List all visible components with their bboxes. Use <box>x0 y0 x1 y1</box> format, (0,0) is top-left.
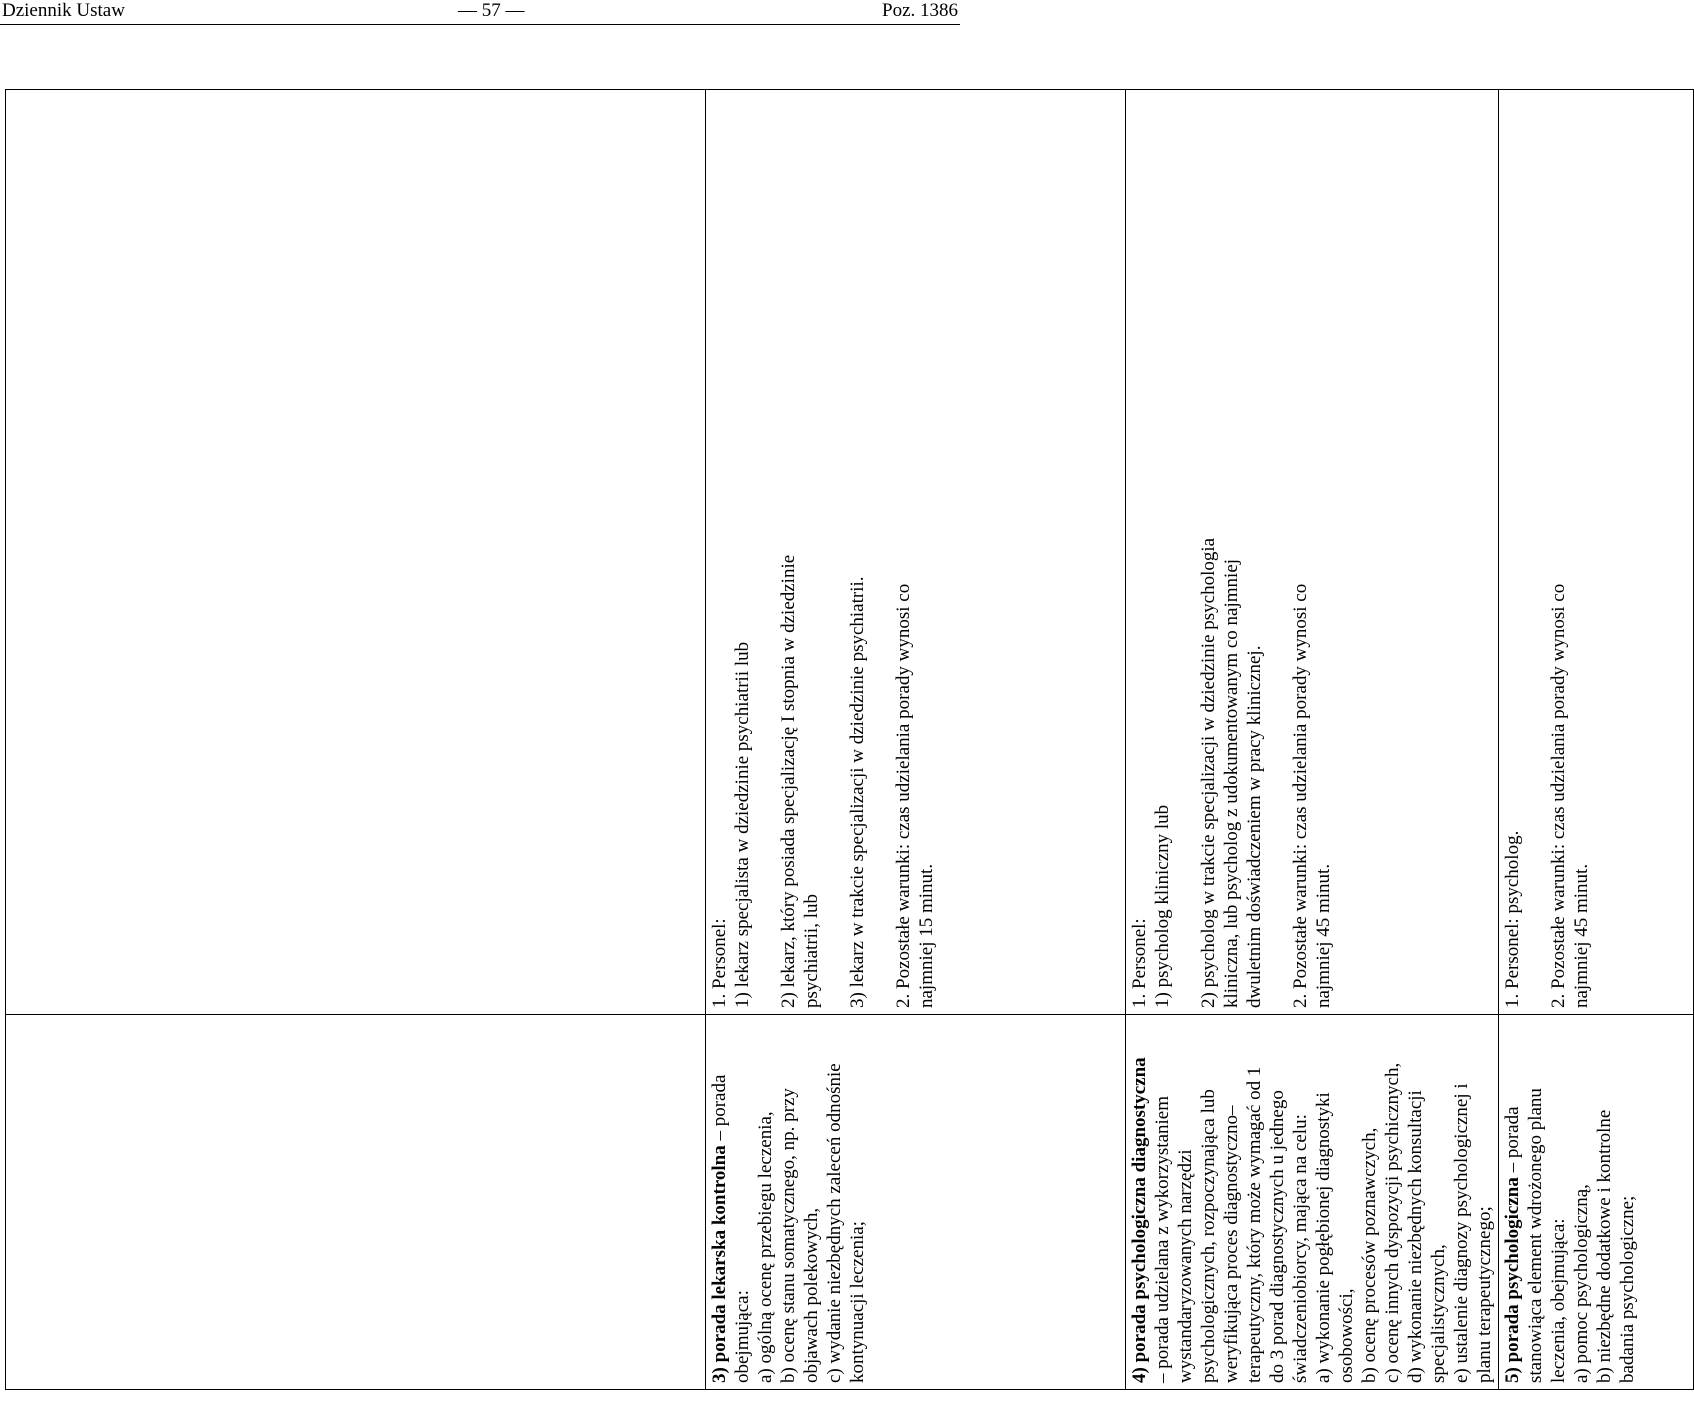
requirements-text <box>708 96 938 1008</box>
table-row <box>706 90 1126 1390</box>
text-line: weryfikująca proces diagnostyczno– <box>1221 1105 1242 1383</box>
requirements-cell <box>706 90 1126 1015</box>
text-line: 2. Pozostałe warunki: czas udzielania porady wynosi co <box>1290 583 1311 1008</box>
text-line: objawach polekowych, <box>801 1207 822 1383</box>
text-line: 3) lekarz w trakcie specjalizacji w dziedzinie psychiatrii. <box>847 576 868 1008</box>
text-line: 1. Personel: psycholog. <box>1502 830 1523 1008</box>
text-line: b) niezbędne dodatkowe i kontrolne <box>1594 1109 1615 1383</box>
text-line: terapeutyczny, który może wymagać od 1 <box>1244 1066 1265 1383</box>
text-line: a) pomoc psychologiczną, <box>1571 1184 1592 1383</box>
text-line: do 3 porad diagnostycznych u jednego <box>1267 1090 1288 1383</box>
table-cell <box>6 1015 706 1390</box>
text-line: obejmująca: <box>732 1290 753 1383</box>
text-line: osobowości, <box>1336 1288 1357 1383</box>
journal-name: Dziennik Ustaw <box>2 0 125 21</box>
text-line: najmniej 15 minut. <box>916 863 937 1008</box>
text-line: e) ustalenie diagnozy psychologicznej i <box>1451 1083 1472 1383</box>
service-description <box>731 1021 869 1383</box>
header-rule <box>0 24 960 25</box>
spacer <box>1174 96 1197 1008</box>
service-title: 5) porada psychologiczna <box>1502 1177 1523 1383</box>
text-line: badania psychologiczne; <box>1617 1195 1638 1383</box>
service-title: 4) porada psychologiczna diagnostyczna <box>1129 1057 1150 1383</box>
text-line: a) ogólną ocenę przebiegu leczenia, <box>755 1111 776 1383</box>
requirements-cell <box>1499 90 1694 1015</box>
spacer <box>1524 96 1547 1008</box>
text-line: 1. Personel: <box>1129 918 1150 1008</box>
text-line: świadczeniobiorcy, mająca na celu: <box>1290 1114 1311 1383</box>
position-number: Poz. 1386 <box>882 0 958 21</box>
text-line: wystandaryzowanych narzędzi <box>1175 1149 1196 1383</box>
text-line: stanowiąca element wdrożonego planu <box>1525 1088 1546 1383</box>
spacer <box>869 96 892 1008</box>
service-description <box>1524 1021 1639 1383</box>
services-table <box>5 89 1694 1390</box>
spacer <box>823 96 846 1008</box>
page-header <box>0 0 960 22</box>
requirements-text <box>1501 96 1593 1008</box>
requirements-cell <box>1126 90 1499 1015</box>
rotated-table-wrapper <box>5 90 1638 1390</box>
text-line: b) ocenę procesów poznawczych, <box>1359 1127 1380 1383</box>
text-line: 1) psycholog kliniczny lub <box>1152 804 1173 1008</box>
text-line: 2) lekarz, który posiada specjalizację I stopnia w dziedzinie <box>778 554 799 1008</box>
table-row <box>1126 90 1499 1390</box>
text-line: 2. Pozostałe warunki: czas udzielania porady wynosi co <box>1548 583 1569 1008</box>
table-row-empty <box>6 90 706 1390</box>
text-line: 1. Personel: <box>709 918 730 1008</box>
service-cell: 5) porada psychologiczna – porada stanowiąca element wdrożonego planu leczenia, obejmująca: a) pomoc psychologiczną, b) niezbędne dodatkowe i kontrolne badania psychologiczne; <box>1499 1015 1694 1390</box>
text-line: c) ocenę innych dyspozycji psychicznych, <box>1382 1062 1403 1383</box>
service-cell <box>1126 1015 1499 1390</box>
text-line: 1) lekarz specjalista w dziedzinie psychiatrii lub <box>732 641 753 1008</box>
service-description <box>1151 1021 1496 1383</box>
text-line: najmniej 45 minut. <box>1571 863 1592 1008</box>
text-line: specjalistycznych, <box>1428 1244 1449 1383</box>
text-line: d) wykonanie niezbędnych konsultacji <box>1405 1090 1426 1383</box>
text-line: – porada udzielana z wykorzystaniem <box>1152 1096 1173 1383</box>
spacer <box>754 96 777 1008</box>
page-number: — 57 — <box>458 0 525 21</box>
text-line: kontynuacji leczenia; <box>847 1221 868 1383</box>
text-line: b) ocenę stanu somatycznego, np. przy <box>778 1088 799 1383</box>
spacer <box>1266 96 1289 1008</box>
text-line: c) wydanie niezbędnych zaleceń odnośnie <box>824 1063 845 1383</box>
text-line: planu terapeutycznego; <box>1474 1206 1495 1383</box>
service-title: 3) porada lekarska kontrolna <box>709 1145 730 1383</box>
text-line: 2) psycholog w trakcie specjalizacji w dziedzinie psychologia <box>1198 537 1219 1008</box>
text-line: 2. Pozostałe warunki: czas udzielania porady wynosi co <box>893 583 914 1008</box>
text-line: psychologicznych, rozpoczynająca lub <box>1198 1089 1219 1383</box>
table-row <box>1499 90 1694 1390</box>
text-line: kliniczna, lub psycholog z udokumentowanym co najmniej <box>1221 558 1242 1008</box>
text-line: a) wykonanie pogłębionej diagnostyki <box>1313 1092 1334 1383</box>
text-line: psychiatrii, lub <box>801 894 822 1008</box>
requirements-text <box>1128 96 1335 1008</box>
service-cell: 3) porada lekarska kontrolna – porada obejmująca: a) ogólną ocenę przebiegu leczenia, b) ocenę stanu somatycznego, np. przy objawach polekowych, c) wydanie niezbędnych zaleceń odnośnie kontynuacji leczenia; <box>706 1015 1126 1390</box>
table-cell <box>6 90 706 1015</box>
text-line: leczenia, obejmująca: <box>1548 1218 1569 1383</box>
text-line: najmniej 45 minut. <box>1313 863 1334 1008</box>
text-line: dwuletnim doświadczeniem w pracy klinicznej. <box>1244 645 1265 1008</box>
